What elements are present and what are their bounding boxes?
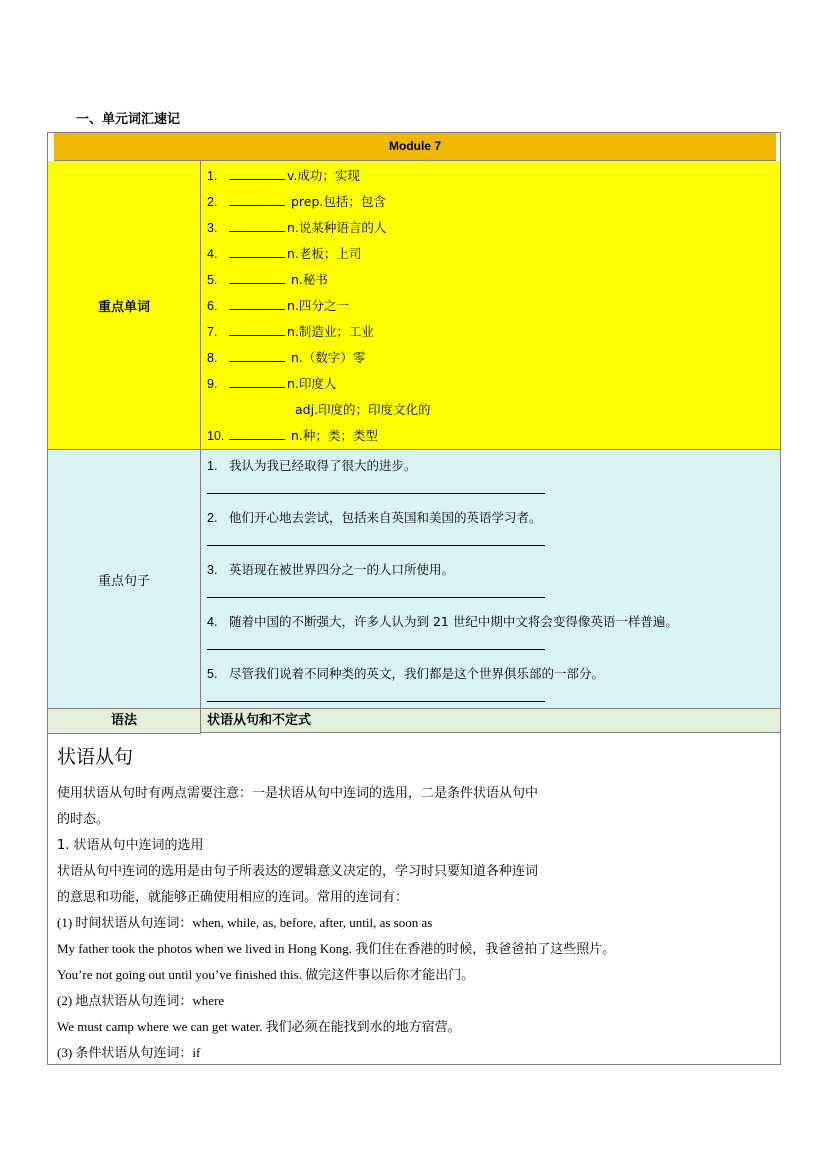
answer-blank xyxy=(229,427,285,440)
vocab-item-number: 9. xyxy=(207,377,218,391)
vocab-label-text: 重点单词 xyxy=(97,299,150,315)
notes-line: You’re not going out until you’ve finished this. 做完这件事以后你才能出门。 xyxy=(57,967,475,982)
sentences-list xyxy=(201,450,780,709)
vocab-item-text: n.秘书 xyxy=(287,272,328,287)
vocab-item-number: 3. xyxy=(207,221,218,235)
vocab-item-number: 1. xyxy=(207,169,218,183)
sentence-number: 5. xyxy=(207,667,218,681)
sentence-item xyxy=(207,508,542,526)
vocab-item xyxy=(207,244,361,262)
notes-line: 的时态。 xyxy=(57,812,110,827)
sentence-number: 3. xyxy=(207,563,218,577)
vocab-item xyxy=(207,218,386,236)
answer-blank xyxy=(229,349,285,362)
sentence-text: 英语现在被世界四分之一的人口所使用。 xyxy=(229,562,455,577)
grammar-notes xyxy=(48,734,780,1064)
answer-line xyxy=(207,701,545,702)
sentences-label xyxy=(48,450,201,709)
vocab-item xyxy=(207,166,360,184)
sentence-text: 尽管我们说着不同种类的英文，我们都是这个世界俱乐部的一部分。 xyxy=(229,666,605,681)
sentences-label-text: 重点句子 xyxy=(97,573,150,589)
sentence-text: 随着中国的不断强大，许多人认为到 21 世纪中期中文将会变得像英语一样普遍。 xyxy=(229,614,678,629)
vocab-item xyxy=(207,322,374,340)
notes-line: 状语从句中连词的选用是由句子所表达的逻辑意义决定的，学习时只要知道各种连词 xyxy=(57,864,539,879)
vocab-item-number: 7. xyxy=(207,325,218,339)
sentence-item xyxy=(207,612,678,630)
notes-line: 1. 状语从句中连词的选用 xyxy=(57,838,204,853)
vocab-list xyxy=(201,161,780,450)
notes-line: 的意思和功能，就能够正确使用相应的连词。常用的连词有： xyxy=(57,890,409,905)
vocab-item xyxy=(207,192,386,210)
vocab-item-number: 4. xyxy=(207,247,218,261)
vocab-item-continuation: adj.印度的；印度文化的 xyxy=(295,402,431,417)
sentence-text: 我认为我已经取得了很大的进步。 xyxy=(229,458,417,473)
vocab-item-text: prep.包括；包含 xyxy=(287,194,386,209)
sentence-item xyxy=(207,560,454,578)
vocab-item-text: n.制造业；工业 xyxy=(287,324,374,339)
vocab-item-text: v.成功；实现 xyxy=(287,168,360,183)
answer-blank xyxy=(229,271,285,284)
answer-line xyxy=(207,493,545,494)
vocab-item-text: n.（数字）零 xyxy=(287,350,366,365)
answer-blank xyxy=(229,219,285,232)
vocab-item-number: 2. xyxy=(207,195,218,209)
grammar-label: 语法 xyxy=(48,709,201,734)
answer-line xyxy=(207,545,545,546)
sentence-number: 1. xyxy=(207,459,218,473)
sentence-number: 4. xyxy=(207,615,218,629)
answer-blank xyxy=(229,375,285,388)
notes-line: (3) 条件状语从句连词：if xyxy=(57,1045,201,1060)
vocab-item-text: n.说某种语言的人 xyxy=(287,220,387,235)
notes-title: 状语从句 xyxy=(57,746,134,768)
answer-blank xyxy=(229,297,285,310)
vocab-table xyxy=(47,132,781,1065)
vocab-item xyxy=(207,426,378,444)
answer-blank xyxy=(229,323,285,336)
answer-line xyxy=(207,597,545,598)
notes-line: My father took the photos when we lived in Hong Kong. 我们住在香港的时候，我爸爸拍了这些照片。 xyxy=(57,941,616,956)
answer-blank xyxy=(229,245,285,258)
vocab-item-number: 8. xyxy=(207,351,218,365)
vocab-item-text: n.印度人 xyxy=(287,376,337,391)
vocab-item xyxy=(207,270,328,288)
answer-blank xyxy=(229,193,285,206)
notes-line: We must camp where we can get water. 我们必须在能找到水的地方宿营。 xyxy=(57,1019,461,1034)
vocab-item xyxy=(207,296,349,314)
section-heading: 一、单元词汇速记 xyxy=(76,112,181,127)
vocab-label xyxy=(48,161,201,450)
notes-line: (1) 时间状语从句连词：when, while, as, before, after, until, as soon as xyxy=(57,915,433,930)
notes-line: (2) 地点状语从句连词：where xyxy=(57,993,225,1008)
vocab-item-number: 6. xyxy=(207,299,218,313)
sentence-text: 他们开心地去尝试，包括来自英国和美国的英语学习者。 xyxy=(229,510,542,525)
sentence-item xyxy=(207,456,417,474)
vocab-item-number: 10. xyxy=(207,429,225,443)
notes-line: 使用状语从句时有两点需要注意：一是状语从句中连词的选用，二是条件状语从句中 xyxy=(57,786,539,801)
answer-line xyxy=(207,649,545,650)
sentence-number: 2. xyxy=(207,511,218,525)
vocab-item-text: n.老板；上司 xyxy=(287,246,362,261)
vocab-item-number: 5. xyxy=(207,273,218,287)
vocab-item-text: n.四分之一 xyxy=(287,298,349,313)
module-title: Module 7 xyxy=(54,133,776,161)
vocab-item xyxy=(207,374,336,392)
sentence-item xyxy=(207,664,604,682)
grammar-value: 状语从句和不定式 xyxy=(201,709,780,733)
answer-blank xyxy=(229,167,285,180)
vocab-item xyxy=(207,348,365,366)
vocab-item-text: n.种；类；类型 xyxy=(287,428,378,443)
